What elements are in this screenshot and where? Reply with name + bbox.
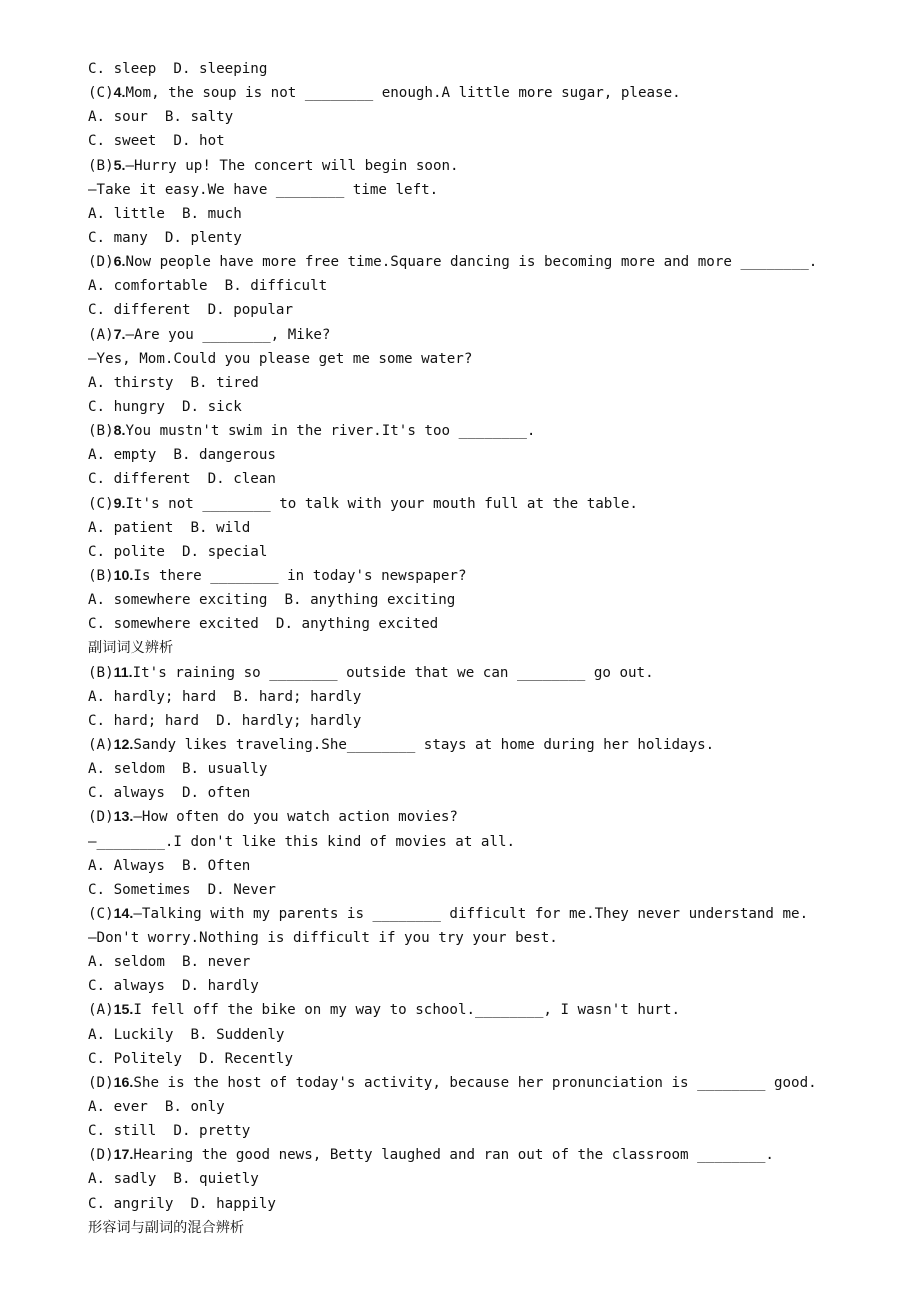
- option-line: C. different D. clean: [88, 471, 276, 488]
- question-text: You mustn't swim in the river.It's too ________.: [125, 423, 536, 440]
- option-line: A. patient B. wild: [88, 519, 251, 536]
- answer-key: (B): [88, 157, 114, 174]
- option-line: C. sweet D. hot: [88, 133, 225, 150]
- option-line: A. Luckily B. Suddenly: [88, 1026, 285, 1043]
- option-line: A. sour B. salty: [88, 109, 234, 126]
- option-line: C. Politely D. Recently: [88, 1050, 293, 1067]
- answer-key: (D): [88, 254, 114, 271]
- option-line: C. Sometimes D. Never: [88, 881, 276, 898]
- question-text: She is the host of today's activity, because her pronunciation is ________ good.: [133, 1074, 817, 1091]
- answer-key: (D): [88, 809, 114, 826]
- option-line: A. seldom B. never: [88, 954, 251, 971]
- option-line: C. sleep D. sleeping: [88, 61, 268, 77]
- option-line: A. hardly; hard B. hard; hardly: [88, 688, 362, 705]
- option-line: A. Always B. Often: [88, 857, 251, 874]
- question-number: 15.: [113, 1002, 134, 1019]
- question-text: Mom, the soup is not ________ enough.A little more sugar, please.: [125, 85, 681, 102]
- section-heading: 形容词与副词的混合辨析: [88, 1219, 245, 1236]
- question-number: 6.: [113, 254, 126, 271]
- option-line: —________.I don't like this kind of movies at all.: [88, 833, 516, 850]
- option-line: C. always D. often: [88, 785, 251, 802]
- question-line: [88, 492, 888, 516]
- question-number: 11.: [113, 664, 133, 681]
- option-line: C. still D. pretty: [88, 1123, 251, 1140]
- option-line: A. somewhere exciting B. anything exciting: [88, 592, 456, 609]
- option-line: C. hard; hard D. hardly; hardly: [88, 712, 362, 729]
- question-text: Is there ________ in today's newspaper?: [133, 567, 467, 584]
- question-line: [88, 81, 888, 105]
- answer-key: (C): [88, 905, 114, 922]
- question-line: [88, 564, 888, 588]
- option-line: —Take it easy.We have ________ time left.: [88, 181, 439, 198]
- answer-key: (A): [88, 326, 114, 343]
- question-line: [88, 661, 888, 685]
- question-line: [88, 733, 888, 757]
- option-line: A. thirsty B. tired: [88, 374, 259, 391]
- question-line: [88, 419, 888, 443]
- answer-key: (D): [88, 1074, 114, 1091]
- question-text: It's not ________ to talk with your mouth full at the table.: [125, 495, 638, 512]
- question-line: [88, 1071, 888, 1095]
- option-line: —Yes, Mom.Could you please get me some water?: [88, 350, 473, 367]
- question-number: 14.: [113, 905, 134, 922]
- question-text: —Hurry up! The concert will begin soon.: [125, 157, 459, 174]
- option-line: C. always D. hardly: [88, 978, 259, 995]
- answer-key: (B): [88, 664, 114, 681]
- option-line: A. seldom B. usually: [88, 761, 268, 778]
- option-line: —Don't worry.Nothing is difficult if you try your best.: [88, 930, 558, 947]
- option-line: C. different D. popular: [88, 302, 293, 319]
- question-number: 4.: [113, 85, 126, 102]
- option-line: A. ever B. only: [88, 1099, 225, 1116]
- question-text: Hearing the good news, Betty laughed and ran out of the classroom ________.: [133, 1147, 774, 1164]
- answer-key: (B): [88, 423, 114, 440]
- answer-key: (A): [88, 736, 114, 753]
- question-line: [88, 902, 888, 926]
- section-heading: 副词词义辨析: [88, 640, 174, 657]
- question-text: Sandy likes traveling.She________ stays at home during her holidays.: [133, 736, 715, 753]
- answer-key: (C): [88, 85, 114, 102]
- answer-key: (C): [88, 495, 114, 512]
- question-number: 8.: [113, 423, 126, 440]
- answer-key: (B): [88, 567, 114, 584]
- question-line: [88, 1143, 888, 1167]
- question-number: 9.: [113, 495, 126, 512]
- option-line: C. somewhere excited D. anything excited: [88, 616, 439, 633]
- option-line: C. angrily D. happily: [88, 1195, 276, 1212]
- question-text: Now people have more free time.Square dancing is becoming more and more ________.: [125, 254, 818, 271]
- question-line: [88, 805, 888, 829]
- question-line: [88, 250, 888, 274]
- option-line: A. comfortable B. difficult: [88, 278, 328, 295]
- question-number: 12.: [113, 736, 134, 753]
- question-line: [88, 998, 888, 1022]
- question-text: It's raining so ________ outside that we can ________ go out.: [132, 664, 654, 681]
- question-number: 16.: [113, 1074, 134, 1091]
- question-line: [88, 154, 888, 178]
- question-number: 17.: [113, 1147, 134, 1164]
- option-line: C. many D. plenty: [88, 229, 242, 246]
- option-line: A. empty B. dangerous: [88, 447, 276, 464]
- question-text: —How often do you watch action movies?: [133, 809, 458, 826]
- question-number: 13.: [113, 809, 134, 826]
- question-text: —Are you ________, Mike?: [125, 326, 331, 343]
- option-line: A. sadly B. quietly: [88, 1171, 259, 1188]
- question-text: I fell off the bike on my way to school.________, I wasn't hurt.: [133, 1002, 681, 1019]
- answer-key: (A): [88, 1002, 114, 1019]
- worksheet-body: [88, 57, 888, 1240]
- option-line: C. hungry D. sick: [88, 398, 242, 415]
- question-number: 5.: [113, 157, 126, 174]
- option-line: C. polite D. special: [88, 543, 268, 560]
- answer-key: (D): [88, 1147, 114, 1164]
- option-line: A. little B. much: [88, 205, 242, 222]
- question-number: 7.: [113, 326, 126, 343]
- question-text: —Talking with my parents is ________ difficult for me.They never understand me.: [133, 905, 809, 922]
- question-number: 10.: [113, 567, 134, 584]
- question-line: [88, 323, 888, 347]
